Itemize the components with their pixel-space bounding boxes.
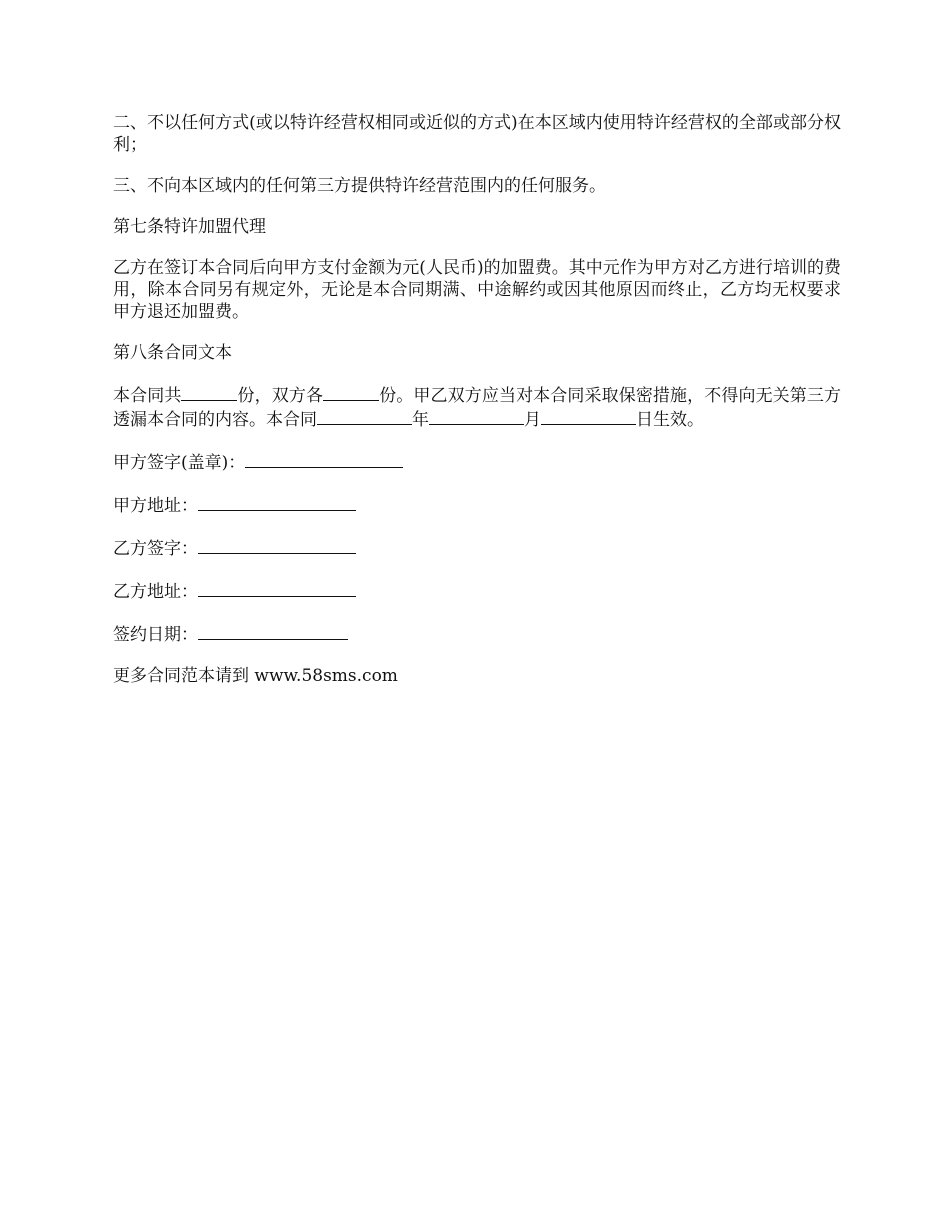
party-b-signature-blank <box>198 536 356 554</box>
clause-item-2: 二、不以任何方式(或以特许经营权相同或近似的方式)在本区域内使用特许经营权的全部或部分权利； <box>113 113 841 155</box>
footer-more-link: 更多合同范本请到 www.58sms.com <box>113 666 398 686</box>
party-a-signature-blank <box>245 450 403 468</box>
party-a-address-blank <box>198 493 356 511</box>
party-b-address-line <box>113 579 841 603</box>
article-8-text-1: 本合同共 <box>113 386 182 406</box>
party-b-address-label: 乙方地址： <box>113 582 198 602</box>
clause-item-3: 三、不向本区域内的任何第三方提供特许经营范围内的任何服务。 <box>113 176 606 196</box>
article-8-text-3: 份。甲乙双方应当对本合同采取保密措施，不得向无关第三方透漏本合同的内容。本合同 <box>113 386 842 430</box>
month-blank <box>429 407 524 425</box>
copies-each-blank <box>323 383 379 401</box>
article-7-body: 乙方在签订本合同后向甲方支付金额为元(人民币)的加盟费。其中元作为甲方对乙方进行培训的费用，除本合同另有规定外，无论是本合同期满、中途解约或因其他原因而终止，乙方均无权要求甲方退还加盟费。 <box>113 258 841 322</box>
party-a-signature-label: 甲方签字(盖章)： <box>113 453 246 473</box>
party-b-signature-label: 乙方签字： <box>113 539 198 559</box>
article-8-title: 第八条合同文本 <box>113 343 232 363</box>
article-7-title: 第七条特许加盟代理 <box>113 217 266 237</box>
day-blank <box>541 407 636 425</box>
document-body <box>113 112 841 706</box>
article-8-body <box>113 383 841 431</box>
year-blank <box>317 407 412 425</box>
article-8-text-6: 日生效。 <box>636 410 704 430</box>
party-a-signature-line <box>113 450 841 474</box>
copies-total-blank <box>181 383 237 401</box>
party-b-signature-line <box>113 536 841 560</box>
party-b-address-blank <box>198 579 356 597</box>
sign-date-label: 签约日期： <box>113 625 198 645</box>
sign-date-line <box>113 622 841 646</box>
article-8-text-4: 年 <box>412 410 429 430</box>
party-a-address-label: 甲方地址： <box>113 496 198 516</box>
sign-date-blank <box>198 622 348 640</box>
party-a-address-line <box>113 493 841 517</box>
article-8-text-2: 份，双方各 <box>237 386 324 406</box>
article-8-text-5: 月 <box>524 410 541 430</box>
